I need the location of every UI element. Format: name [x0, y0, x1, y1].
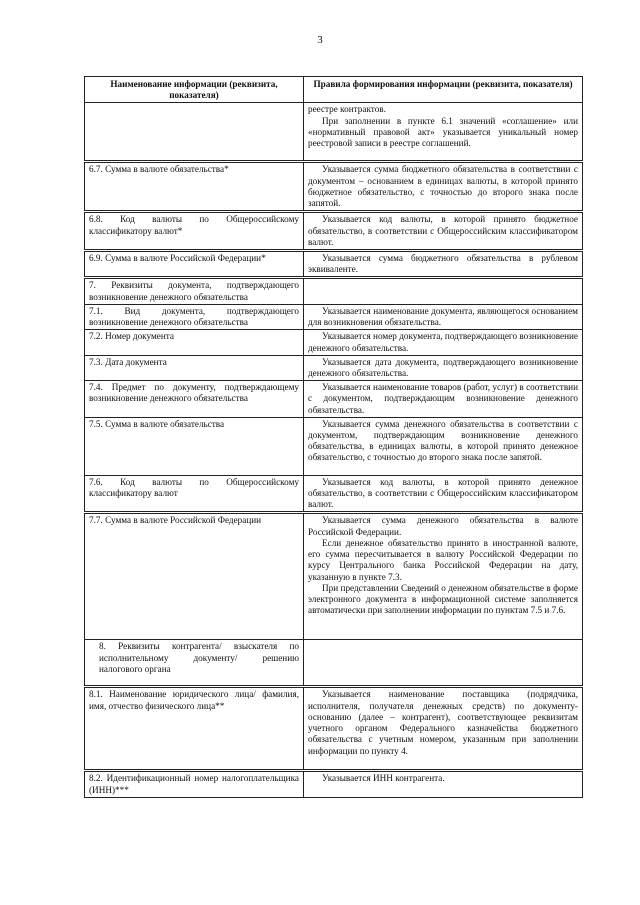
header-rules: Правила формирования информации (реквизита, показателя) [304, 77, 583, 103]
requisites-table [84, 76, 583, 798]
row-label: 7.1. Вид документа, подтверждающего возникновение денежного обязательства [85, 304, 304, 329]
row-label: 7.3. Дата документа [85, 355, 304, 380]
row-rule [304, 163, 583, 211]
table-row [85, 355, 583, 380]
row-label: 6.7. Сумма в валюте обязательства* [85, 163, 304, 211]
table-row [85, 381, 583, 418]
row-rule [304, 640, 583, 686]
table-row [85, 304, 583, 329]
row-rule [304, 381, 583, 418]
row-rule [304, 514, 583, 640]
row-rule [304, 103, 583, 161]
row-rule [304, 417, 583, 475]
row-rule [304, 330, 583, 355]
page-number: 3 [317, 34, 323, 46]
row-label: 8.2. Идентификационный номер налогоплательщика (ИНН)*** [85, 772, 304, 797]
row-label: 7.5. Сумма в валюте обязательства [85, 417, 304, 475]
row-label [85, 103, 304, 161]
table-row [85, 103, 583, 161]
table-header-row [85, 77, 583, 103]
row-label: 8. Реквизиты контрагента/ взыскателя по исполнительному документу/ решению налогового органа [85, 640, 304, 686]
rule-paragraph: Указывается дата документа, подтверждающего возникновение денежного обязательства. [308, 356, 578, 378]
table-row [85, 514, 583, 640]
rule-paragraph: Указывается наименование документа, являющегося основанием для возникновения обязательства. [308, 305, 578, 328]
row-label: 7.2. Номер документа [85, 330, 304, 355]
rule-paragraph: Указывается номер документа, подтверждающего возникновение денежного обязательства. [308, 331, 578, 353]
table-row [85, 163, 583, 211]
row-rule [304, 688, 583, 770]
row-rule [304, 355, 583, 380]
row-label: 7.7. Сумма в валюте Российской Федерации [85, 514, 304, 640]
table-row [85, 213, 583, 250]
rule-paragraph: Указывается сумма денежного обязательства в валюте Российской Федерации. [308, 515, 578, 537]
row-label: 7. Реквизиты документа, подтверждающего возникновение денежного обязательства [85, 279, 304, 304]
rule-paragraph: При заполнении в пункте 6.1 значений «соглашение» или «нормативный правовой акт» указывается уникальный номер реестровой записи в реестре соглашений. [308, 115, 578, 149]
row-label: 8.1. Наименование юридического лица/ фамилия, имя, отчество физического лица** [85, 688, 304, 770]
rule-paragraph: Указывается ИНН контрагента. [322, 773, 445, 784]
table-row [85, 772, 583, 797]
row-rule [304, 475, 583, 512]
table-row [85, 279, 583, 304]
row-label: 7.4. Предмет по документу, подтверждающему возникновение денежного обязательства [85, 381, 304, 418]
row-label: 6.8. Код валюты по Общероссийскому классификатору валют* [85, 213, 304, 250]
rule-paragraph: Указывается сумма денежного обязательства в соответствии с документом, подтверждающим возникновение денежного обязательства, в единицах валюты, в которой принято денежное обязательство, с точностью до второго знака после запятой. [308, 418, 578, 463]
rule-paragraph: При представлении Сведений о денежном обязательстве в форме электронного документа в информационной системе заполняется автоматически при заполнении информации по пунктам 7.5 и 7.6. [308, 582, 578, 616]
row-label: 7.6. Код валюты по Общероссийскому классификатору валют [85, 475, 304, 512]
rule-paragraph: Если денежное обязательство принято в иностранной валюте, его сумма пересчитывается в валюту Российской Федерации по курсу Центрального банка Российской Федерации на дату, указанную в пункте 7.3. [308, 537, 578, 582]
rule-paragraph: Указывается наименование поставщика (подрядчика, исполнителя, получателя денежных средств) по документу-основанию (далее – контрагент), соответствующее реквизитам учетного органом Федерального казначейства бюджетного обязательства с учетным номером, указанным при заполнении информации по пункту 4. [308, 689, 578, 756]
rule-paragraph: Указывается сумма бюджетного обязательства в соответствии с документом – основанием в единицах валюты, в которой принято бюджетное обязательство, с точностью до второго знака после запятой. [308, 164, 578, 209]
rule-paragraph: Указывается код валюты, в которой принято денежное обязательство, в соответствии с Общероссийским классификатором валют. [308, 476, 578, 510]
rule-paragraph: Указывается сумма бюджетного обязательства в рублевом эквиваленте. [308, 252, 578, 275]
table-row [85, 688, 583, 770]
row-rule [304, 279, 583, 304]
rule-paragraph: Указывается код валюты, в которой принято бюджетное обязательство, в соответствии с Общероссийским классификатором валют. [308, 214, 578, 247]
table-row [85, 640, 583, 686]
row-label: 6.9. Сумма в валюте Российской Федерации* [85, 251, 304, 276]
table-row [85, 251, 583, 276]
table-row [85, 417, 583, 475]
rule-paragraph: реестре контрактов. [308, 104, 386, 115]
row-rule [304, 772, 583, 797]
header-info-name: Наименование информации (реквизита, показателя) [85, 77, 304, 103]
row-rule [304, 304, 583, 329]
rule-paragraph: Указывается наименование товаров (работ, услуг) в соответствии с документом, подтверждающим возникновение денежного обязательства. [308, 382, 578, 415]
table-row [85, 330, 583, 355]
row-rule [304, 213, 583, 250]
table-row [85, 475, 583, 512]
row-rule [304, 251, 583, 276]
